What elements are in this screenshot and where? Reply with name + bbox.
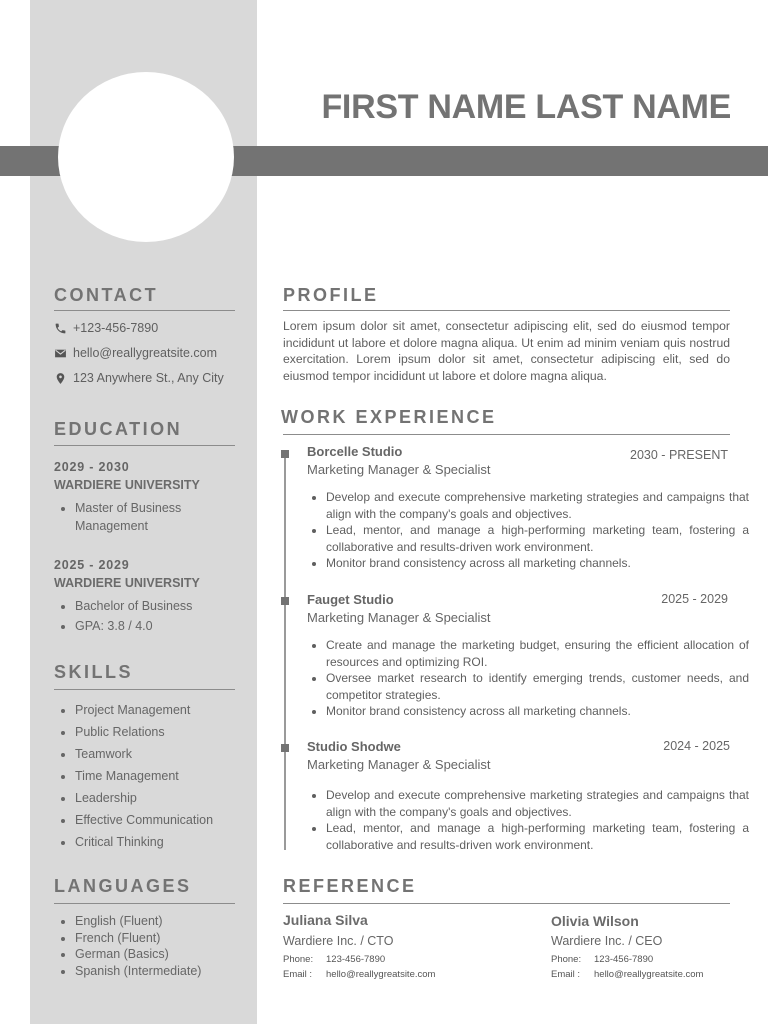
location-icon: [54, 372, 67, 385]
education-school: WARDIERE UNIVERSITY: [54, 576, 200, 590]
list-item: • Critical Thinking: [75, 831, 255, 853]
list-item: • Lead, mentor, and manage a high-performing marketing team, fostering a collaborative and results-driven work environment.: [326, 522, 749, 555]
reference-email-label: Email :: [551, 969, 581, 980]
list-item: • Create and manage the marketing budget, ensuring the efficient allocation of resources and optimizing ROI.: [326, 637, 749, 670]
contact-email: [54, 346, 217, 360]
skills-heading: SKILLS: [54, 662, 134, 682]
profile-text: Lorem ipsum dolor sit amet, consectetur adipiscing elit, sed do eiusmod tempor incididunt ut labore et dolore magna aliqua. Ut enim ad minim veniam quis nostrud exercitation. Lorem ipsum dolor sit amet, consectetur adipiscing elit, sed do eiusmod tempor incididunt ut labore et dolore magna aliqua.: [283, 319, 730, 383]
education-years: 2029 - 2030: [54, 460, 130, 474]
reference-phone: [283, 954, 385, 965]
languages-list: [54, 913, 255, 979]
contact-heading: CONTACT: [54, 285, 159, 305]
education-details-list: [54, 597, 245, 636]
contact-phone: [54, 321, 158, 335]
reference-company: Wardiere Inc. / CEO: [551, 934, 663, 948]
reference-phone-value: 123-456-7890: [594, 954, 654, 965]
job-role: Marketing Manager & Specialist: [307, 610, 491, 625]
profile-heading: PROFILE: [283, 285, 379, 305]
phone-icon: [54, 322, 67, 335]
timeline-marker: [281, 450, 289, 458]
job-company: Fauget Studio: [307, 592, 394, 607]
contact-address: [54, 371, 224, 385]
list-item: • Monitor brand consistency across all marketing channels.: [326, 703, 749, 720]
education-heading: EDUCATION: [54, 419, 183, 439]
work-experience-divider: [283, 434, 730, 435]
job-role: Marketing Manager & Specialist: [307, 462, 491, 477]
education-divider: [54, 445, 235, 446]
education-years: 2025 - 2029: [54, 558, 130, 572]
list-item: • Oversee market research to identify emerging trends, customer needs, and competitor strategies.: [326, 670, 749, 703]
list-item: • Lead, mentor, and manage a high-performing marketing team, fostering a collaborative and results-driven work environment.: [326, 820, 749, 853]
contact-email-text: hello@reallygreatsite.com: [73, 346, 218, 360]
job-company: Borcelle Studio: [307, 444, 403, 459]
skills-list: [54, 699, 255, 853]
reference-email-value: hello@reallygreatsite.com: [326, 969, 436, 980]
reference-email: [551, 969, 703, 980]
mail-icon: [54, 347, 67, 360]
education-school: WARDIERE UNIVERSITY: [54, 478, 200, 492]
list-item: • French (Fluent): [75, 930, 255, 947]
profile-photo-placeholder: [58, 72, 234, 242]
reference-phone: [551, 954, 653, 965]
job-company: Studio Shodwe: [307, 739, 401, 754]
timeline-marker: [281, 744, 289, 752]
reference-email-label: Email :: [283, 969, 313, 980]
list-item: • English (Fluent): [75, 913, 255, 930]
timeline-marker: [281, 597, 289, 605]
reference-phone-label: Phone:: [283, 954, 314, 965]
job-duties-list: [307, 489, 749, 572]
languages-divider: [54, 903, 235, 904]
list-item: • Teamwork: [75, 743, 255, 765]
list-item: • GPA: 3.8 / 4.0: [75, 617, 245, 637]
list-item: • Public Relations: [75, 721, 255, 743]
list-item: • German (Basics): [75, 946, 255, 963]
list-item: • Project Management: [75, 699, 255, 721]
reference-divider: [283, 903, 730, 904]
profile-divider: [283, 310, 730, 311]
reference-email-value: hello@reallygreatsite.com: [594, 969, 704, 980]
reference-phone-value: 123-456-7890: [326, 954, 386, 965]
languages-heading: LANGUAGES: [54, 876, 192, 896]
list-item: • Monitor brand consistency across all marketing channels.: [326, 555, 749, 572]
job-dates: 2025 - 2029: [661, 592, 728, 606]
job-duties-list: [307, 637, 749, 720]
job-dates: 2030 - PRESENT: [630, 448, 728, 462]
work-experience-heading: WORK EXPERIENCE: [281, 407, 497, 427]
full-name: FIRST NAME LAST NAME: [321, 88, 731, 126]
reference-name: Olivia Wilson: [551, 913, 639, 929]
reference-company: Wardiere Inc. / CTO: [283, 934, 394, 948]
contact-divider: [54, 310, 235, 311]
list-item: • Effective Communication: [75, 809, 255, 831]
list-item: • Develop and execute comprehensive marketing strategies and campaigns that align with the company's goals and objectives.: [326, 787, 749, 820]
list-item: • Master of Business Management: [75, 499, 235, 535]
reference-email: [283, 969, 435, 980]
contact-address-text: 123 Anywhere St., Any City: [73, 371, 224, 385]
timeline-line: [284, 452, 286, 850]
reference-phone-label: Phone:: [551, 954, 582, 965]
reference-name: Juliana Silva: [283, 912, 368, 928]
education-details-list: [54, 499, 235, 535]
reference-heading: REFERENCE: [283, 876, 417, 896]
job-duties-list: [307, 787, 749, 853]
list-item: • Time Management: [75, 765, 255, 787]
list-item: • Spanish (Intermediate): [75, 963, 255, 980]
list-item: • Bachelor of Business: [75, 597, 245, 617]
job-dates: 2024 - 2025: [663, 739, 730, 753]
skills-divider: [54, 689, 235, 690]
list-item: • Develop and execute comprehensive marketing strategies and campaigns that align with the company's goals and objectives.: [326, 489, 749, 522]
job-role: Marketing Manager & Specialist: [307, 757, 491, 772]
contact-phone-text: +123-456-7890: [73, 321, 159, 335]
list-item: • Leadership: [75, 787, 255, 809]
